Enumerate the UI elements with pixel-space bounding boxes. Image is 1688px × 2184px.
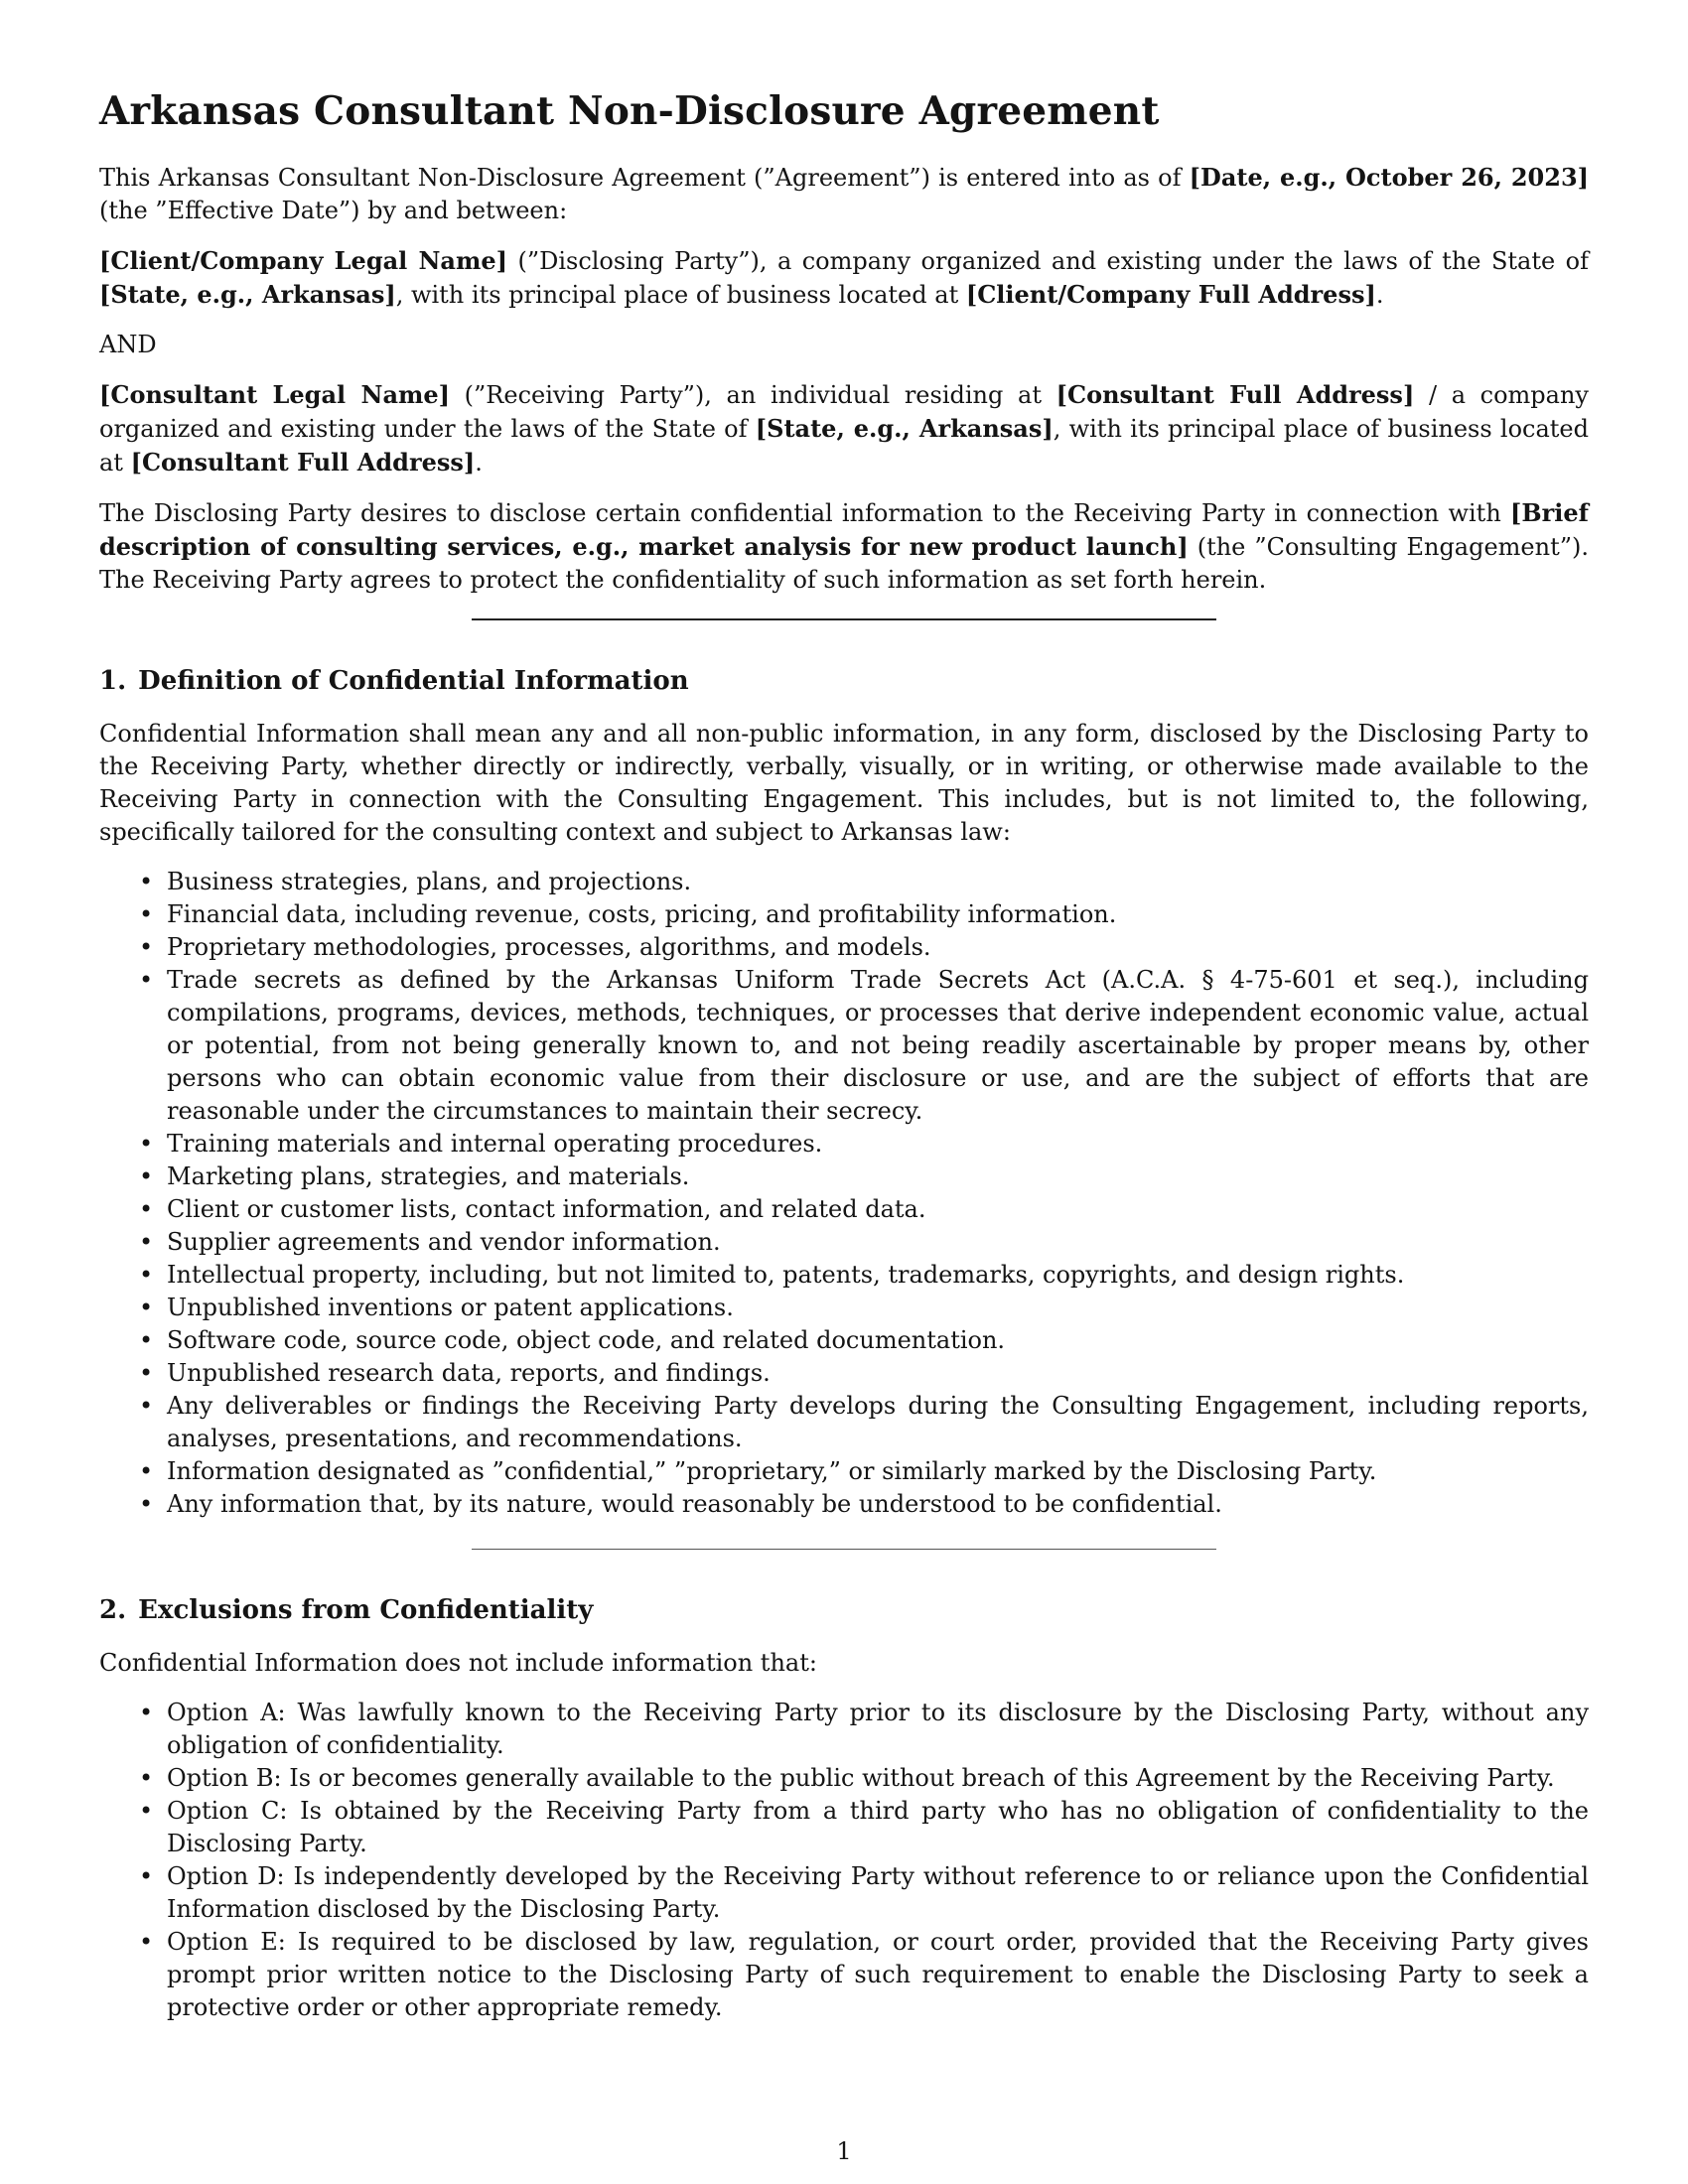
party1-text-1: (”Disclosing Party”), a company organized and existing under the laws of the State of — [506, 247, 1589, 275]
consultant-address-placeholder: [Consultant Full Address] — [1055, 380, 1415, 409]
list-item: • Option C: Is obtained by the Receiving Party from a third party who has no obligation of confidentiality to the Disclosing Party. — [167, 1795, 1589, 1860]
party2-text-3: , with its principal place of business located at — [99, 415, 1589, 477]
section-1-body: Confidential Information shall mean any and all non-public information, in any form, disclosed by the Disclosing Party to the Receiving Party, whether directly or indirectly, verbally, visually, or in writing, or otherwise made available to the Receiving Party in connection with the Consulting Engagement. This includes, but is not limited to, the following, specifically tailored for the consulting context and subject to Arkansas law: — [99, 720, 1589, 846]
list-item: • Intellectual property, including, but not limited to, patents, trademarks, copyrights, and design rights. — [167, 1259, 1589, 1292]
party1-text-3: . — [1375, 281, 1384, 309]
confidential-info-list — [99, 866, 1589, 1521]
list-item: • Supplier agreements and vendor information. — [167, 1226, 1589, 1259]
document-title: Arkansas Consultant Non-Disclosure Agreement — [99, 88, 1160, 134]
list-item: • Software code, source code, object code, and related documentation. — [167, 1324, 1589, 1357]
section-2-title: Exclusions from Confidentiality — [138, 1595, 594, 1625]
party2-text-1: (”Receiving Party”), an individual residing at — [450, 381, 1056, 409]
receiving-party-paragraph — [99, 378, 1589, 479]
list-item: • Option E: Is required to be disclosed by law, regulation, or court order, provided that the Receiving Party gives prompt prior written notice to the Disclosing Party of such requirement to enable the Disclosing Party to seek a protective order or other appropriate remedy. — [167, 1926, 1589, 2024]
consultant-business-address-placeholder: [Consultant Full Address] — [130, 448, 476, 477]
list-item: • Financial data, including revenue, costs, pricing, and profitability information. — [167, 898, 1589, 931]
list-item: • Any information that, by its nature, would reasonably be understood to be confidential. — [167, 1488, 1589, 1521]
list-item: • Option D: Is independently developed by the Receiving Party without reference to or reliance upon the Confidential Information disclosed by the Disclosing Party. — [167, 1860, 1589, 1926]
list-item: • Option A: Was lawfully known to the Receiving Party prior to its disclosure by the Disclosing Party, without any obligation of confidentiality. — [167, 1697, 1589, 1762]
section-2-number: 2. — [99, 1595, 127, 1625]
services-description-placeholder: [Brief description of consulting services, e.g., market analysis for new product launch] — [99, 498, 1589, 561]
list-item: • Unpublished research data, reports, and findings. — [167, 1357, 1589, 1390]
list-item: • Training materials and internal operating procedures. — [167, 1128, 1589, 1160]
purpose-paragraph — [99, 496, 1589, 597]
list-item: • Proprietary methodologies, processes, algorithms, and models. — [167, 931, 1589, 964]
consultant-name-placeholder: [Consultant Legal Name] — [99, 380, 451, 409]
purpose-text-2: (the ”Consulting Engagement”). The Receiving Party agrees to protect the confidentiality of such information as set forth herein. — [99, 533, 1590, 594]
client-state-placeholder: [State, e.g., Arkansas] — [99, 280, 396, 309]
list-item: • Any deliverables or findings the Receiving Party develops during the Consulting Engagement, including reports, analyses, presentations, and recommendations. — [167, 1390, 1589, 1455]
disclosing-party-paragraph — [99, 244, 1589, 312]
list-item: • Option B: Is or becomes generally available to the public without breach of this Agreement by the Receiving Party. — [167, 1762, 1589, 1795]
party2-text-2: / a company organized and existing under the laws of the State of — [99, 381, 1589, 443]
consultant-state-placeholder: [State, e.g., Arkansas] — [755, 414, 1054, 443]
page-number: 1 — [836, 2137, 852, 2165]
section-1-title: Definition of Confidential Information — [138, 666, 689, 696]
intro-text-1: This Arkansas Consultant Non-Disclosure Agreement (”Agreement”) is entered into as of — [99, 164, 1190, 192]
list-item: • Business strategies, plans, and projections. — [167, 866, 1589, 898]
section-divider — [472, 1549, 1216, 1550]
section-divider — [472, 618, 1216, 620]
and-separator-text: AND — [99, 331, 157, 358]
party1-text-2: , with its principal place of business located at — [395, 281, 966, 309]
party2-text-4: . — [475, 449, 483, 477]
list-item: • Marketing plans, strategies, and materials. — [167, 1160, 1589, 1193]
section-1-heading — [99, 664, 1589, 698]
client-address-placeholder: [Client/Company Full Address] — [965, 280, 1376, 309]
purpose-text-1: The Disclosing Party desires to disclose certain confidential information to the Receiving Party in connection with — [99, 499, 1510, 527]
exclusions-list — [99, 1697, 1589, 2024]
intro-paragraph — [99, 161, 1589, 227]
list-item: • Unpublished inventions or patent applications. — [167, 1292, 1589, 1324]
client-name-placeholder: [Client/Company Legal Name] — [99, 246, 507, 275]
list-item: • Client or customer lists, contact information, and related data. — [167, 1193, 1589, 1226]
list-item: • Information designated as ”confidential,” ”proprietary,” or similarly marked by the Disclosing Party. — [167, 1455, 1589, 1488]
section-2-body: Confidential Information does not include information that: — [99, 1649, 817, 1677]
document-page — [99, 87, 1589, 2034]
section-1-number: 1. — [99, 666, 127, 696]
effective-date-placeholder: [Date, e.g., October 26, 2023] — [1189, 163, 1589, 192]
section-2-heading — [99, 1593, 1589, 1627]
intro-text-2: (the ”Effective Date”) by and between: — [99, 197, 568, 224]
list-item: • Trade secrets as defined by the Arkansas Uniform Trade Secrets Act (A.C.A. § 4-75-601 et seq.), including compilations, programs, devices, methods, techniques, or processes that derive independent economic value, actual or potential, from not being generally known to, and not being readily ascertainable by proper means by, other persons who can obtain economic value from their disclosure or use, and are the subject of efforts that are reasonable under the circumstances to maintain their secrecy. — [167, 964, 1589, 1128]
